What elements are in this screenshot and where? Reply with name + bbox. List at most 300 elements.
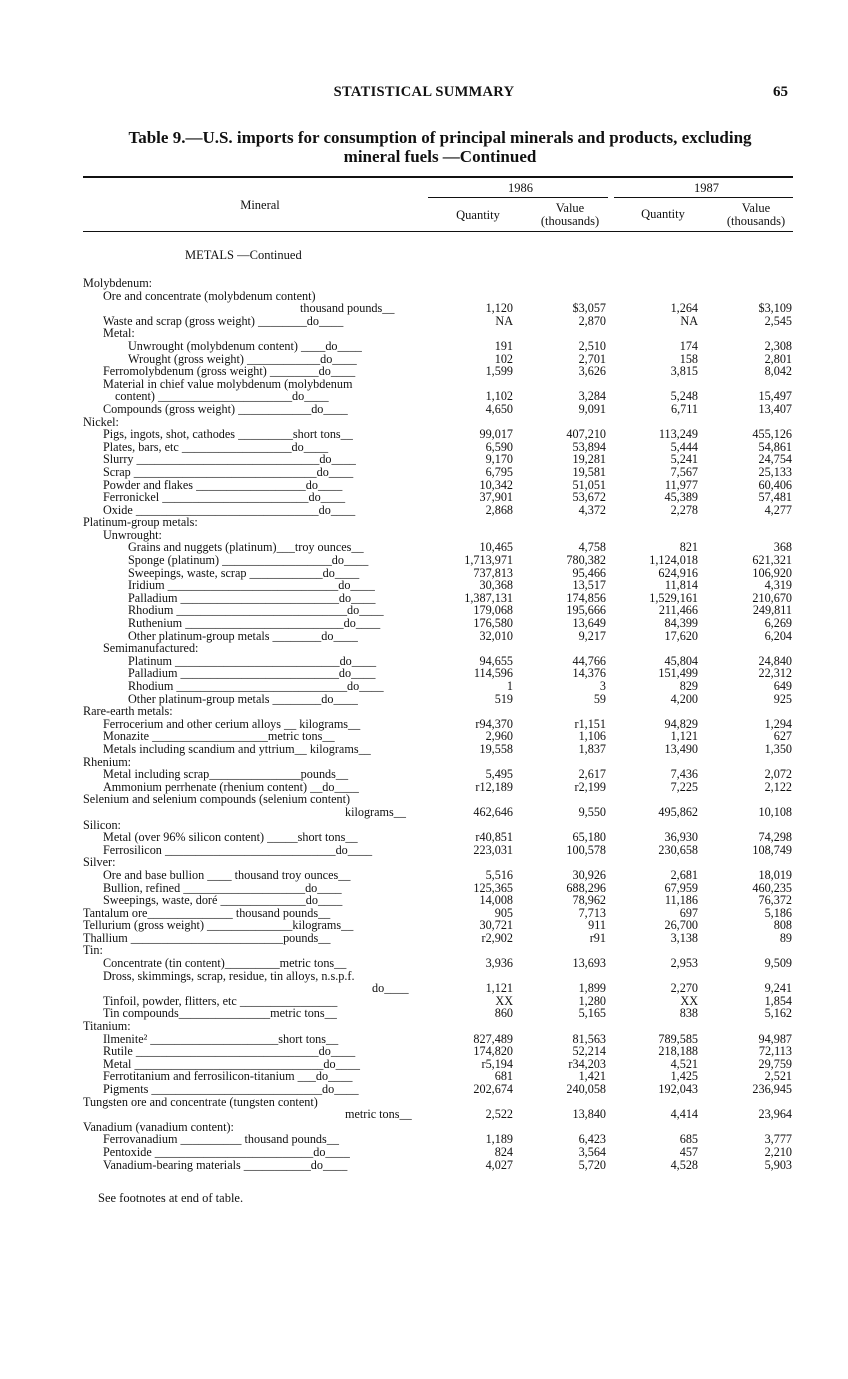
row-label: Palladium __________________________do____ (128, 666, 376, 681)
row-value: 3,284 (578, 389, 606, 404)
footnote: See footnotes at end of table. (98, 1191, 244, 1205)
row-value: 45,389 (664, 490, 698, 505)
table-row (0, 1083, 848, 1096)
row-value: 3 (599, 679, 606, 693)
row-value: 838 (679, 1006, 698, 1021)
row-label: Pigs, ingots, shot, cathodes _________short tons__ (103, 427, 353, 442)
row-label: Ferromolybdenum (gross weight) ________do____ (103, 364, 356, 379)
row-value: r91 (589, 930, 606, 945)
row-value: 1,387,131 (464, 590, 513, 605)
row-value: 1,837 (578, 741, 606, 756)
year-1987: 1987 (694, 181, 719, 195)
row-value: 1,102 (485, 389, 513, 404)
row-value: 2,545 (764, 313, 792, 328)
row-value: 2,278 (670, 502, 698, 517)
row-label: Oxide ______________________________do____ (103, 502, 356, 517)
row-label: Ilmenite² _____________________short tons__ (103, 1031, 339, 1046)
row-value: 860 (494, 1006, 513, 1021)
row-value: 1,120 (485, 301, 513, 316)
row-value: 17,620 (664, 628, 698, 643)
table-row (0, 680, 848, 693)
row-label: Slurry ______________________________do____ (103, 452, 356, 467)
row-value: 22,312 (758, 666, 792, 681)
table-row (0, 1146, 848, 1159)
row-value: 10,465 (479, 540, 513, 555)
row-value: 789,585 (658, 1031, 698, 1046)
row-label: Rutile ______________________________do____ (103, 1044, 356, 1059)
row-value: 13,407 (758, 401, 792, 416)
row-value: 821 (679, 540, 698, 555)
row-value: 81,563 (572, 1031, 606, 1046)
row-value: 6,423 (578, 1132, 606, 1147)
row-value: 236,945 (752, 1082, 792, 1096)
row-value: 94,655 (479, 653, 513, 668)
row-label: Tin compounds_______________metric tons__ (103, 1006, 337, 1021)
row-value: 19,581 (572, 464, 606, 479)
row-value: 195,666 (566, 603, 606, 618)
row-label: Ruthenium __________________________do____ (128, 616, 381, 631)
row-label: Metal including scrap_______________pounds__ (103, 767, 349, 782)
page-number: 65 (773, 84, 788, 100)
table-row (0, 831, 848, 844)
row-value: 18,019 (758, 867, 792, 882)
table-row (0, 340, 848, 353)
header-bottom-rule (83, 231, 793, 232)
row-value: 151,499 (658, 666, 698, 681)
table-row (0, 768, 848, 781)
row-value: 13,693 (572, 956, 606, 971)
row-value: 89 (779, 930, 792, 945)
row-label: Pentoxide __________________________do____ (103, 1144, 350, 1159)
row-value: 13,490 (664, 741, 698, 756)
row-value: 202,674 (473, 1082, 513, 1096)
row-value: 1,106 (578, 729, 606, 744)
table-body (0, 277, 848, 1171)
row-value: 2,617 (578, 767, 606, 782)
row-label: Silver: (83, 855, 116, 870)
row-value: 4,277 (764, 502, 792, 517)
row-value: 1,121 (485, 981, 513, 996)
row-label: Molybdenum: (83, 276, 153, 290)
row-value: 13,649 (572, 616, 606, 631)
row-label: Rare-earth metals: (83, 704, 173, 719)
row-label: Ferrovanadium __________ thousand pounds__ (103, 1132, 339, 1147)
row-value: 829 (679, 679, 698, 693)
row-value: 2,870 (578, 313, 606, 328)
row-value: 737,813 (473, 565, 513, 580)
row-value: 4,372 (578, 502, 606, 517)
row-label: Vanadium (vanadium content): (83, 1119, 234, 1134)
row-value: 179,068 (473, 603, 513, 618)
table-row (0, 554, 848, 567)
table-row (0, 932, 848, 945)
row-value: 13,840 (572, 1107, 606, 1122)
row-value: XX (495, 993, 513, 1008)
row-value: 24,754 (758, 452, 792, 467)
table-title (80, 128, 800, 166)
row-value: 102 (494, 351, 513, 366)
table-title-line1: Table 9.—U.S. imports for consumption of principal minerals and products, excluding (128, 128, 752, 147)
row-value: 9,241 (764, 981, 792, 996)
row-value: 462,646 (473, 804, 513, 819)
row-label: Titanium: (83, 1019, 131, 1034)
row-value: 6,795 (485, 464, 513, 479)
row-value: 368 (773, 540, 792, 555)
row-value: 2,522 (485, 1107, 513, 1122)
table-row (0, 290, 848, 303)
row-label: Tin: (83, 943, 103, 958)
table-row (0, 1159, 848, 1172)
row-value: r34,203 (568, 1056, 606, 1071)
row-value: 10,342 (479, 477, 513, 492)
row-value: 1,189 (485, 1132, 513, 1147)
row-value: 74,298 (758, 830, 792, 845)
row-value: 3,138 (670, 930, 698, 945)
row-label: Platinum ___________________________do____ (128, 653, 377, 668)
row-label: Metals including scandium and yttrium__ kilograms__ (103, 741, 371, 756)
row-value: 4,200 (670, 691, 698, 706)
row-value: 14,376 (572, 666, 606, 681)
row-label: Tantalum ore______________ thousand pounds__ (83, 905, 331, 920)
row-value: 23,964 (758, 1107, 792, 1122)
year-1986: 1986 (508, 181, 533, 195)
row-label: Bullion, refined ____________________do____ (103, 880, 342, 895)
row-label: Ferrosilicon ____________________________do____ (103, 842, 373, 857)
row-value: 57,481 (758, 490, 792, 505)
row-value: 3,564 (578, 1144, 606, 1159)
row-value: 5,248 (670, 389, 698, 404)
row-value: 26,700 (664, 918, 698, 933)
table-row (0, 365, 848, 378)
row-value: 249,811 (752, 603, 792, 618)
row-value: 495,862 (658, 804, 698, 819)
row-value: 30,721 (479, 918, 513, 933)
row-value: 32,010 (479, 628, 513, 643)
row-value: $3,057 (572, 301, 606, 316)
row-value: 99,017 (479, 427, 513, 442)
table-row (0, 642, 848, 655)
row-label: Sponge (platinum) __________________do____ (128, 553, 369, 568)
row-value: 4,319 (764, 578, 792, 593)
row-value: 808 (773, 918, 792, 933)
row-value: 407,210 (566, 427, 606, 442)
row-value: r1,151 (574, 716, 606, 731)
row-value: 176,580 (473, 616, 513, 631)
row-label: Metal (over 96% silicon content) _____short tons__ (103, 830, 358, 845)
row-value: 7,713 (578, 905, 606, 920)
row-value: 2,308 (764, 338, 792, 353)
row-value: 125,365 (473, 880, 513, 895)
row-value: 457 (679, 1144, 698, 1159)
row-value: 681 (494, 1069, 513, 1084)
row-label: Sweepings, waste, scrap ____________do____ (128, 565, 360, 580)
row-value: 4,521 (670, 1056, 698, 1071)
row-value: 2,521 (764, 1069, 792, 1084)
row-value: 52,214 (572, 1044, 606, 1059)
row-value: r40,851 (475, 830, 513, 845)
row-value: 911 (588, 918, 606, 933)
row-value: 11,186 (664, 893, 698, 908)
row-value: 3,777 (764, 1132, 792, 1147)
running-title: STATISTICAL SUMMARY (333, 84, 515, 100)
row-value: 9,550 (578, 804, 606, 819)
row-value: 627 (773, 729, 792, 744)
row-value: 44,766 (572, 653, 606, 668)
row-label: Iridium ____________________________do____ (128, 578, 375, 593)
row-value: 621,321 (752, 553, 792, 568)
row-value: r12,189 (475, 779, 513, 794)
row-value: 210,670 (752, 590, 792, 605)
row-value: 53,894 (572, 439, 606, 454)
table-row (0, 806, 848, 819)
row-label: Platinum-group metals: (83, 515, 198, 530)
row-label: Ferronickel ________________________do____ (103, 490, 346, 505)
row-label: Tinfoil, powder, flitters, etc ________________ (103, 993, 338, 1008)
table-row (0, 705, 848, 718)
row-value: 37,901 (479, 490, 513, 505)
row-value: 19,558 (479, 741, 513, 756)
row-value: 455,126 (752, 427, 792, 442)
row-value: 6,590 (485, 439, 513, 454)
row-value: 191 (494, 338, 513, 353)
row-label: Unwrought (molybdenum content) ____do____ (128, 338, 362, 353)
row-label: Rhenium: (83, 754, 132, 769)
row-value: 15,497 (758, 389, 792, 404)
row-value: 2,960 (485, 729, 513, 744)
row-value: 174,856 (566, 590, 606, 605)
row-label: Sweepings, waste, doré ______________do____ (103, 893, 343, 908)
table-row (0, 970, 848, 983)
row-label: Rhodium ____________________________do____ (128, 603, 384, 618)
row-value: 4,758 (578, 540, 606, 555)
row-value: 192,043 (658, 1082, 698, 1096)
row-label: Tungsten ore and concentrate (tungsten content) (83, 1094, 318, 1109)
row-value: 54,861 (758, 439, 792, 454)
row-value: 688,296 (566, 880, 606, 895)
table-row (0, 793, 848, 806)
row-label: Other platinum-group metals ________do____ (128, 628, 358, 643)
row-value: 9,217 (578, 628, 606, 643)
row-label: do____ (372, 981, 409, 996)
table-row (0, 894, 848, 907)
row-value: 95,466 (572, 565, 606, 580)
row-value: 10,108 (758, 804, 792, 819)
row-label: Ore and concentrate (molybdenum content) (103, 288, 316, 303)
row-value: 45,804 (664, 653, 698, 668)
row-value: 1,421 (578, 1069, 606, 1084)
year1-rule (428, 197, 608, 198)
col-mineral-header: Mineral (240, 198, 280, 212)
row-value: 2,953 (670, 956, 698, 971)
row-label: Tellurium (gross weight) ______________kilograms__ (83, 918, 354, 933)
table-row (0, 579, 848, 592)
row-value: NA (680, 313, 698, 328)
row-label: Selenium and selenium compounds (selenium content) (83, 792, 351, 807)
row-value: 106,920 (752, 565, 792, 580)
row-label: Ore and base bullion ____ thousand troy ounces__ (103, 867, 351, 882)
row-label: Palladium __________________________do____ (128, 590, 376, 605)
row-value: $3,109 (758, 301, 792, 316)
row-value: 649 (773, 679, 792, 693)
row-label: Ferrocerium and other cerium alloys __ kilograms__ (103, 716, 361, 731)
col-value-1987: Value (thousands) (726, 201, 786, 228)
row-value: 780,382 (566, 553, 606, 568)
row-value: 1,121 (670, 729, 698, 744)
row-value: 2,122 (764, 779, 792, 794)
row-value: 1 (506, 679, 513, 693)
row-label: Powder and flakes __________________do____ (103, 477, 343, 492)
row-label: Scrap ______________________________do____ (103, 464, 354, 479)
row-value: 1,350 (764, 741, 792, 756)
row-value: 1,124,018 (649, 553, 698, 568)
row-value: 5,241 (670, 452, 698, 467)
row-value: 1,599 (485, 364, 513, 379)
row-value: 9,091 (578, 401, 606, 416)
row-value: 6,711 (671, 401, 698, 416)
row-value: 174 (679, 338, 698, 353)
table-row (0, 403, 848, 416)
row-value: 158 (679, 351, 698, 366)
row-value: 94,987 (758, 1031, 792, 1046)
row-label: Dross, skimmings, scrap, residue, tin alloys, n.s.p.f. (103, 968, 355, 983)
row-value: 3,936 (485, 956, 513, 971)
row-label: thousand pounds__ (300, 301, 395, 316)
row-value: 1,425 (670, 1069, 698, 1084)
row-value: 211,466 (658, 603, 698, 618)
row-value: 5,903 (764, 1157, 792, 1172)
row-value: NA (495, 313, 513, 328)
top-rule (83, 176, 793, 178)
row-value: 4,528 (670, 1157, 698, 1172)
row-label: Semimanufactured: (103, 641, 199, 656)
row-value: 30,926 (572, 867, 606, 882)
table-row (0, 277, 848, 290)
row-value: 905 (494, 905, 513, 920)
row-value: 4,414 (670, 1107, 698, 1122)
row-value: 925 (773, 691, 792, 706)
row-value: XX (680, 993, 698, 1008)
row-value: 174,820 (473, 1044, 513, 1059)
row-value: 3,626 (578, 364, 606, 379)
row-label: Wrought (gross weight) ____________do____ (128, 351, 357, 366)
row-label: kilograms__ (345, 804, 406, 819)
row-label: Compounds (gross weight) ____________do____ (103, 401, 348, 416)
row-value: 25,133 (758, 464, 792, 479)
row-value: 72,113 (758, 1044, 792, 1059)
year2-rule (614, 197, 793, 198)
row-value: 84,399 (664, 616, 698, 631)
row-value: 108,749 (752, 842, 792, 857)
row-value: 29,759 (758, 1056, 792, 1071)
row-value: r2,902 (481, 930, 513, 945)
row-value: 5,516 (485, 867, 513, 882)
row-value: 240,058 (566, 1082, 606, 1096)
row-value: 94,829 (664, 716, 698, 731)
row-value: 78,962 (572, 893, 606, 908)
row-label: Unwrought: (103, 527, 162, 542)
table-row (0, 466, 848, 479)
row-value: 5,495 (485, 767, 513, 782)
row-value: 1,854 (764, 993, 792, 1008)
row-value: r2,199 (574, 779, 606, 794)
table-row (0, 1096, 848, 1109)
row-value: 8,042 (764, 364, 792, 379)
row-value: 5,720 (578, 1157, 606, 1172)
col-quantity-1986: Quantity (456, 208, 500, 222)
row-label: Rhodium ____________________________do____ (128, 679, 384, 693)
row-value: 1,280 (578, 993, 606, 1008)
row-value: 14,008 (479, 893, 513, 908)
row-label: Plates, bars, etc __________________do____ (103, 439, 329, 454)
row-label: Other platinum-group metals ________do____ (128, 691, 358, 706)
col-quantity-1987: Quantity (641, 207, 685, 221)
row-value: 1,529,161 (649, 590, 698, 605)
row-value: 5,165 (578, 1006, 606, 1021)
row-label: Silicon: (83, 817, 121, 832)
row-value: 230,658 (658, 842, 698, 857)
row-value: 519 (494, 691, 513, 706)
row-value: r5,194 (481, 1056, 513, 1071)
row-value: 5,444 (670, 439, 698, 454)
col-value-1986: Value (thousands) (540, 201, 600, 228)
table-row (0, 743, 848, 756)
row-label: Pigments ____________________________do____ (103, 1082, 359, 1096)
row-value: 5,162 (764, 1006, 792, 1021)
row-value: 824 (494, 1144, 513, 1159)
row-value: 223,031 (473, 842, 513, 857)
row-value: 2,072 (764, 767, 792, 782)
row-value: 685 (679, 1132, 698, 1147)
table-row (0, 844, 848, 857)
row-value: 76,372 (758, 893, 792, 908)
row-value: 6,204 (764, 628, 792, 643)
table-row (0, 1020, 848, 1033)
row-value: 67,959 (664, 880, 698, 895)
row-label: Metal _______________________________do____ (103, 1056, 360, 1071)
row-value: 59 (593, 691, 606, 706)
table-row (0, 302, 848, 315)
row-label: Grains and nuggets (platinum)___troy ounces__ (128, 540, 364, 555)
row-value: 1,899 (578, 981, 606, 996)
row-value: 7,567 (670, 464, 698, 479)
row-value: 218,188 (658, 1044, 698, 1059)
row-label: metric tons__ (345, 1107, 412, 1122)
row-value: 460,235 (752, 880, 792, 895)
table-row (0, 516, 848, 529)
table-row (0, 1108, 848, 1121)
row-value: 2,681 (670, 867, 698, 882)
row-value: 65,180 (572, 830, 606, 845)
table-row (0, 617, 848, 630)
row-value: 6,269 (764, 616, 792, 631)
row-label: Metal: (103, 326, 135, 341)
row-label: Ammonium perrhenate (rhenium content) __do____ (103, 779, 359, 794)
row-label: Waste and scrap (gross weight) ________do____ (103, 313, 344, 328)
row-value: 11,977 (664, 477, 698, 492)
row-value: 36,930 (664, 830, 698, 845)
row-value: 7,436 (670, 767, 698, 782)
row-value: 24,840 (758, 653, 792, 668)
table-row (0, 869, 848, 882)
row-value: 4,650 (485, 401, 513, 416)
row-label: Concentrate (tin content)_________metric tons__ (103, 956, 347, 971)
row-value: 697 (679, 905, 698, 920)
row-value: 2,510 (578, 338, 606, 353)
row-value: 9,170 (485, 452, 513, 467)
row-value: 4,027 (485, 1157, 513, 1172)
row-value: r94,370 (475, 716, 513, 731)
row-label: Vanadium-bearing materials ___________do____ (103, 1157, 348, 1172)
